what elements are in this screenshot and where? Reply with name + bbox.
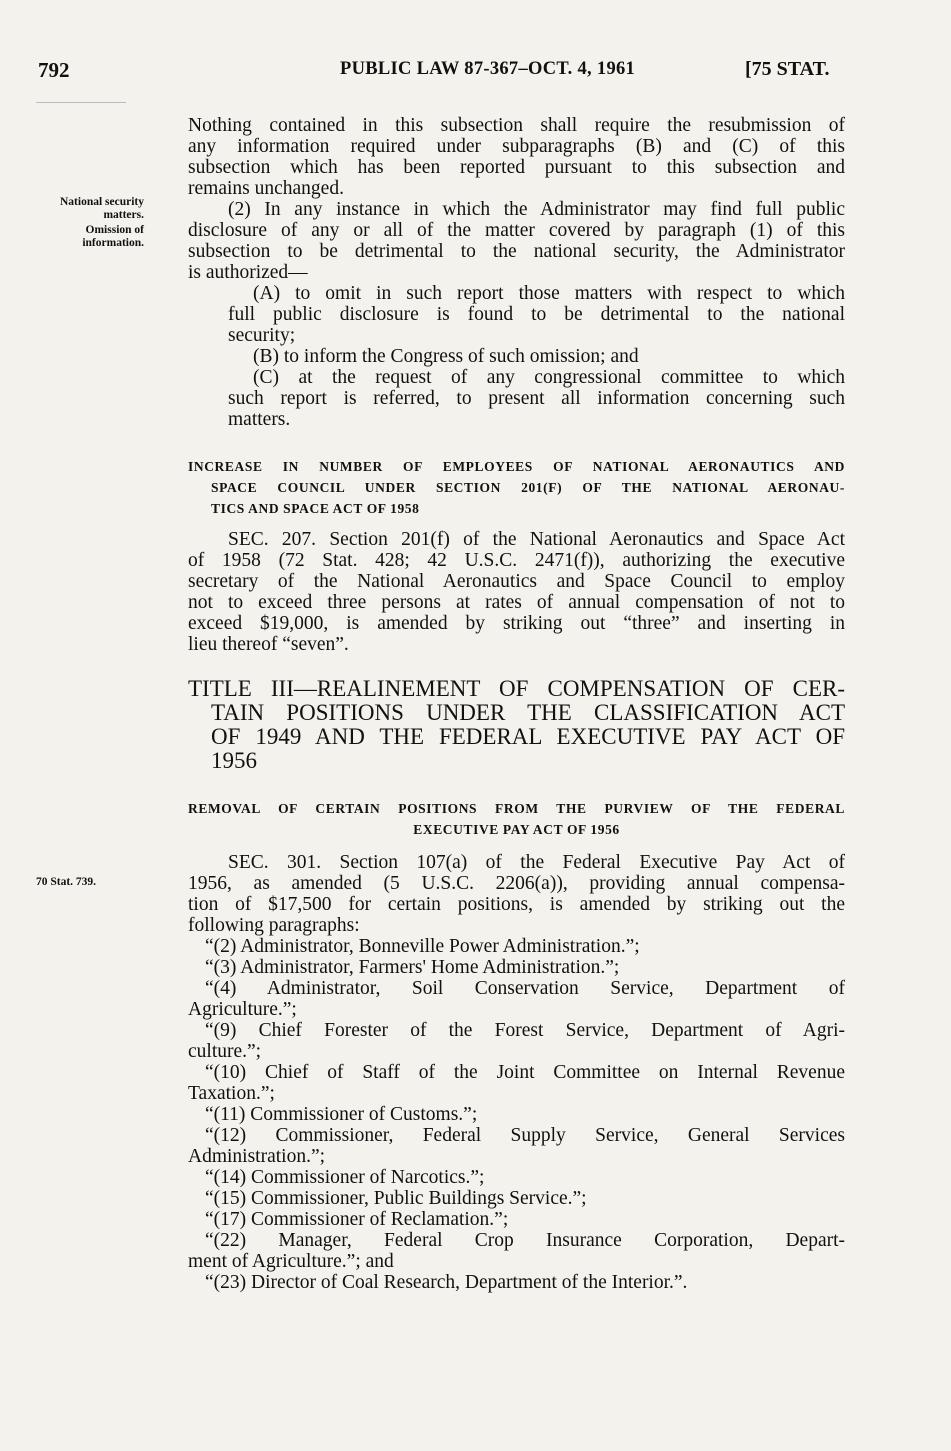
body-line: (2) In any instance in which the Administrator may find full public [228, 199, 845, 220]
list-item: “(10) Chief of Staff of the Joint Committee on Internal Revenue [205, 1062, 845, 1083]
page-number: 792 [38, 58, 70, 82]
body-line: 1956, as amended (5 U.S.C. 2206(a)), providing annual compensa- [188, 873, 845, 894]
margin-note-stat-ref: 70 Stat. 739. [36, 876, 97, 888]
list-item: Taxation.”; [188, 1083, 275, 1104]
section-heading-line: EXECUTIVE PAY ACT OF 1956 [413, 822, 620, 837]
list-item: “(11) Commissioner of Customs.”; [205, 1104, 478, 1125]
section-heading-line: INCREASE IN NUMBER OF EMPLOYEES OF NATIONAL AERONAUTICS AND [188, 459, 845, 474]
body-line: SEC. 207. Section 201(f) of the National Aeronautics and Space Act [228, 529, 845, 550]
margin-note-national-security: National security matters. [59, 196, 144, 221]
list-item: “(3) Administrator, Farmers' Home Administration.”; [205, 957, 620, 978]
list-item: Administration.”; [188, 1146, 326, 1167]
item-c-line: matters. [228, 409, 291, 430]
body-line: not to exceed three persons at rates of annual compensation of not to [188, 592, 845, 613]
list-item: “(17) Commissioner of Reclamation.”; [205, 1209, 509, 1230]
item-a-line: full public disclosure is found to be detrimental to the national [228, 304, 845, 325]
title-heading-line: TITLE III—REALINEMENT OF COMPENSATION OF CER- [188, 676, 845, 701]
list-item: culture.”; [188, 1041, 262, 1062]
body-line: disclosure of any or all of the matter covered by paragraph (1) of this [188, 220, 845, 241]
body-line: is authorized— [188, 262, 308, 283]
body-line: SEC. 301. Section 107(a) of the Federal Executive Pay Act of [228, 852, 845, 873]
list-item: “(23) Director of Coal Research, Department of the Interior.”. [205, 1272, 688, 1293]
volume-reference: [75 STAT. [745, 58, 830, 80]
title-heading-line: 1956 [211, 748, 257, 773]
list-item: ment of Agriculture.”; and [188, 1251, 394, 1272]
list-item: “(14) Commissioner of Narcotics.”; [205, 1167, 485, 1188]
body-line: of 1958 (72 Stat. 428; 42 U.S.C. 2471(f)), authorizing the executive [188, 550, 845, 571]
list-item: “(12) Commissioner, Federal Supply Service, General Services [205, 1125, 845, 1146]
item-a-line: security; [228, 325, 296, 346]
body-line: tion of $17,500 for certain positions, is amended by striking out the [188, 894, 845, 915]
title-heading-line: OF 1949 AND THE FEDERAL EXECUTIVE PAY ACT OF [211, 724, 845, 749]
body-line: lieu thereof “seven”. [188, 634, 349, 655]
body-line: subsection to be detrimental to the national security, the Administrator [188, 241, 845, 262]
list-item: “(9) Chief Forester of the Forest Service, Department of Agri- [205, 1020, 845, 1041]
body-line: remains unchanged. [188, 178, 344, 199]
body-line: Nothing contained in this subsection shall require the resubmission of [188, 115, 845, 136]
body-line: any information required under subparagraphs (B) and (C) of this [188, 136, 845, 157]
list-item: “(2) Administrator, Bonneville Power Administration.”; [205, 936, 640, 957]
list-item: “(4) Administrator, Soil Conservation Service, Department of [205, 978, 845, 999]
list-item: “(15) Commissioner, Public Buildings Service.”; [205, 1188, 587, 1209]
item-a-line: (A) to omit in such report those matters with respect to which [253, 283, 845, 304]
item-b-line: (B) to inform the Congress of such omission; and [253, 346, 639, 367]
title-heading-line: TAIN POSITIONS UNDER THE CLASSIFICATION ACT [211, 700, 845, 725]
section-heading-line: SPACE COUNCIL UNDER SECTION 201(F) OF THE NATIONAL AERONAU- [211, 480, 845, 495]
body-line: following paragraphs: [188, 915, 360, 936]
list-item: Agriculture.”; [188, 999, 297, 1020]
running-head: PUBLIC LAW 87-367–OCT. 4, 1961 [340, 59, 636, 79]
list-item: “(22) Manager, Federal Crop Insurance Corporation, Depart- [205, 1230, 845, 1251]
margin-note-omission: Omission of information. [82, 224, 144, 249]
item-c-line: (C) at the request of any congressional committee to which [253, 367, 845, 388]
section-heading-line: REMOVAL OF CERTAIN POSITIONS FROM THE PURVIEW OF THE FEDERAL [188, 801, 845, 816]
body-line: exceed $19,000, is amended by striking out “three” and inserting in [188, 613, 845, 634]
body-line: subsection which has been reported pursuant to this subsection and [188, 157, 845, 178]
section-heading-line: TICS AND SPACE ACT OF 1958 [211, 501, 420, 516]
body-line: secretary of the National Aeronautics and Space Council to employ [188, 571, 845, 592]
item-c-line: such report is referred, to present all information concerning such [228, 388, 845, 409]
